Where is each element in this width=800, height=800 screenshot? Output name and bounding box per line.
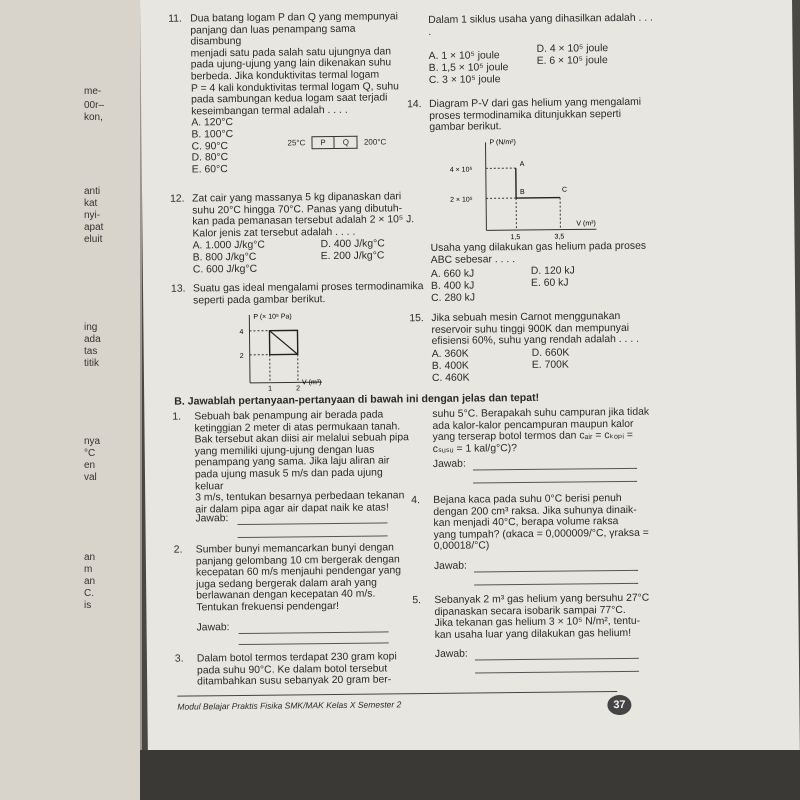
answer-line[interactable] xyxy=(475,671,639,674)
essay-question-1 xyxy=(172,409,412,525)
y-axis xyxy=(486,142,487,230)
question-number: 11. xyxy=(168,13,182,25)
point-label: A xyxy=(519,160,525,169)
question-text: Dalam 1 siklus usaha yang dihasilkan adalah . . . . xyxy=(428,12,653,38)
previous-page-fragment: m xyxy=(84,564,93,575)
option-a: A. 120°C xyxy=(191,117,234,129)
question-13-continued xyxy=(428,12,658,86)
question-text: Dua batang logam P dan Q yang mempunyai panjang dan luas penampang sama disambung menjadi satu pada salah satu ujungnya dan pada ujung-ujung yang lain dikenakan suhu berbeda. Jika konduktivitas termal logam P = 4 kali konduktivitas termal logam Q, suhu pada sambungan kedua logam saat terjadi keseimbangan termal adalah . . . . A. 120°C B. 100°C C. 90°C D. 80°C E. 60°C xyxy=(190,11,410,176)
question-number: 14. xyxy=(407,99,422,111)
point-label: B xyxy=(520,188,525,197)
previous-page-fragment: ing xyxy=(84,322,98,333)
tick-label: 1 xyxy=(268,385,273,393)
question-text: Dalam botol termos terdapat 230 gram kopi pada suhu 90°C. Ke dalam botol tersebut ditambahkan susu sebanyak 20 gram ber- xyxy=(196,651,397,688)
tick-label: 3,5 xyxy=(554,233,565,241)
previous-page-fragment: °C xyxy=(84,448,96,459)
previous-page-fragment: is xyxy=(84,600,92,611)
previous-page-fragment: titik xyxy=(84,358,99,369)
option-c: C. 90°C xyxy=(191,140,229,152)
pv-graph-q13 xyxy=(229,310,340,391)
x-axis-label: V (m³) xyxy=(576,220,596,228)
previous-page-fragment: 00r– xyxy=(84,100,105,111)
option-c: C. 600 J/kg°C xyxy=(192,263,258,276)
option-c: C. 3 × 10⁵ joule xyxy=(428,74,501,86)
textbook-page xyxy=(140,0,800,760)
option-b: B. 400K xyxy=(431,360,469,372)
question-number: 4. xyxy=(411,495,420,507)
question-number: 13. xyxy=(170,283,186,295)
essay-question-2 xyxy=(173,542,414,634)
y-axis-label: P (× 10⁵ Pa) xyxy=(253,313,292,321)
question-number: 12. xyxy=(170,193,185,205)
option-d: D. 660K xyxy=(531,347,570,359)
answer-label: Jawab: xyxy=(196,622,230,634)
option-a: A. 660 kJ xyxy=(430,268,475,280)
answer-line[interactable] xyxy=(237,522,387,525)
option-a: A. 1.000 J/kg°C xyxy=(192,239,265,252)
previous-page-fragment: an xyxy=(84,552,96,563)
answer-line[interactable] xyxy=(475,658,639,661)
question-14 xyxy=(407,96,657,134)
answer-line[interactable] xyxy=(239,642,389,645)
footer-rule xyxy=(177,691,617,697)
answer-line[interactable] xyxy=(238,535,388,538)
footer-text: Modul Belajar Praktis Fisika SMK/MAK Kelas X Semester 2 xyxy=(177,699,402,712)
question-text: Suatu gas ideal mengalami proses termodinamika seperti pada gambar berikut. xyxy=(192,281,424,307)
option-d: D. 400 J/kg°C xyxy=(320,238,385,251)
option-e: E. 60°C xyxy=(191,163,228,176)
question-12 xyxy=(170,191,430,276)
cycle-diagonal xyxy=(269,330,297,354)
tick-label: 2 xyxy=(239,352,244,360)
tick-label: 1,5 xyxy=(510,234,521,242)
question-number: 2. xyxy=(173,544,183,556)
question-13 xyxy=(170,281,431,307)
answer-label: Jawab: xyxy=(434,648,468,660)
option-e: E. 6 × 10⁵ joule xyxy=(536,55,608,67)
answer-line[interactable] xyxy=(474,570,638,573)
question-text: Sebuah bak penampung air berada pada ketinggian 2 meter di atas permukaan tanah. Bak tersebut akan diisi air melalui sebuah pipa yang memiliki ujung-ujung dengan luas penampang yang sama. Jika laju aliran air pada ujung masuk 5 m/s dan pada ujung keluar 3 m/s, tentukan besarnya perbedaan tekanan air dalam pipa agar air dapat naik ke atas! xyxy=(194,409,409,516)
option-b: B. 800 J/kg°C xyxy=(192,251,257,264)
question-text: Sebanyak 2 m³ gas helium yang bersuhu 27°C dipanaskan secara isobarik sampai 77°C. Jika tekanan gas helium 3 × 10⁵ N/m², tentu- kan usaha luar yang dilakukan gas helium! xyxy=(434,592,650,641)
previous-page-fragment: anti xyxy=(84,186,101,197)
previous-page-fragment: apat xyxy=(84,222,104,233)
question-text: Jika sebuah mesin Carnot menggunakan reservoir suhu tinggi 900K dan mempunyai efisiensi 60%, suhu yang rendah adalah . . . . xyxy=(431,310,640,348)
previous-page-fragment: tas xyxy=(84,346,98,357)
answer-label: Jawab: xyxy=(195,513,229,525)
option-a: A. 360K xyxy=(431,348,469,360)
tick-label: 2 xyxy=(296,385,301,393)
x-axis xyxy=(486,229,596,230)
tick-label: 4 × 10⁵ xyxy=(449,166,473,174)
section-b-heading: B. Jawablah pertanyaan-pertanyaan di bawah ini dengan jelas dan tepat! xyxy=(174,391,540,408)
question-14-options: Usaha yang dilakukan gas helium pada proses ABC sebesar . . . . A. 660 kJ B. 400 kJ C. 280 kJ D. 120 kJ E. 60 kJ xyxy=(430,240,647,304)
page-number: 37 xyxy=(607,695,631,715)
y-axis-label: P (N/m²) xyxy=(489,139,516,147)
tick-label: 4 xyxy=(239,328,244,336)
previous-page-fragment: kat xyxy=(84,198,98,209)
option-c: C. 460K xyxy=(431,372,470,384)
answer-line[interactable] xyxy=(473,468,637,471)
question-number: 3. xyxy=(174,653,184,665)
question-number: 15. xyxy=(409,313,424,325)
previous-page-fragment: val xyxy=(84,472,97,483)
option-e: E. 200 J/kg°C xyxy=(320,250,385,263)
x-axis-label: V (m³) xyxy=(301,379,322,387)
question-text: Zat cair yang massanya 5 kg dipanaskan dari suhu 20°C hingga 70°C. Panas yang dibutuh- kan pada pemanasan tersebut adalah 2 × 10⁵ J. Kalor jenis zat tersebut adalah . . . . xyxy=(192,191,415,240)
option-e: E. 60 kJ xyxy=(530,277,569,289)
question-number: 5. xyxy=(412,595,422,607)
previous-page-fragment: kon, xyxy=(84,112,103,123)
essay-question-3-continued: suhu 5°C. Berapakah suhu campuran jika tidak ada kalor-kalor pencampuran maupun kalor yang terserap botol termos dan cₐᵢᵣ = cₖₒₚᵢ = cₛᵤₛᵤ = 1 kal/g°C)? Jawab: xyxy=(432,407,662,456)
option-d: D. 80°C xyxy=(191,152,229,164)
previous-page-fragment: C. xyxy=(84,588,94,599)
option-b: B. 400 kJ xyxy=(430,280,475,292)
option-c: C. 280 kJ xyxy=(431,292,476,304)
previous-page-fragment: en xyxy=(84,460,96,471)
previous-page-fragment: nya xyxy=(84,436,101,447)
essay-question-3 xyxy=(174,651,415,688)
answer-line[interactable] xyxy=(474,583,638,586)
previous-page-edge xyxy=(0,0,142,800)
option-a: A. 1 × 10⁵ joule xyxy=(428,50,500,62)
previous-page-fragment: nyi- xyxy=(84,210,101,221)
pv-graph-q14 xyxy=(445,135,626,242)
option-d: D. 4 × 10⁵ joule xyxy=(536,43,609,55)
answer-label: Jawab: xyxy=(433,560,467,572)
tick-label: 2 × 10⁵ xyxy=(450,196,473,204)
answer-label: Jawab: xyxy=(432,458,466,470)
question-text: Bejana kaca pada suhu 0°C berisi penuh dengan 200 cm³ raksa. Jika suhunya dinaik- kan menjadi 40°C, berapa volume raksa yang tumpah? (αkaca = 0,000009/°C, γraksa = 0,00018/°C) xyxy=(433,492,649,553)
question-15 xyxy=(409,310,659,384)
y-axis xyxy=(249,315,250,383)
point-label: C xyxy=(561,186,568,194)
option-b: B. 1,5 × 10⁵ joule xyxy=(428,62,509,74)
previous-page-fragment: me- xyxy=(84,86,102,97)
question-number: 1. xyxy=(172,411,182,423)
table-surface xyxy=(140,750,800,800)
previous-page-fragment: eluit xyxy=(84,234,103,245)
answer-line[interactable] xyxy=(239,631,389,634)
option-d: D. 120 kJ xyxy=(530,265,575,277)
essay-question-5 xyxy=(412,592,662,660)
question-text: Diagram P-V dari gas helium yang mengalami proses termodinamika ditunjukkan seperti gambar berikut. xyxy=(429,96,642,134)
previous-page-fragment: an xyxy=(84,576,96,587)
essay-question-4 xyxy=(411,492,661,572)
answer-line[interactable] xyxy=(473,481,637,484)
option-e: E. 700K xyxy=(531,359,569,371)
option-b: B. 100°C xyxy=(191,128,234,141)
previous-page-fragment: ada xyxy=(84,334,101,345)
question-text: Sumber bunyi memancarkan bunyi dengan panjang gelombang 10 cm bergerak dengan kecepatan 60 m/s menjauhi pendengar yang juga sedang bergerak dalam arah yang berlawanan dengan kecepatan 40 m/s. Tentukan frekuensi pendengar! xyxy=(195,542,402,614)
rod-diagram: 25°C P Q 200°C xyxy=(287,137,387,148)
